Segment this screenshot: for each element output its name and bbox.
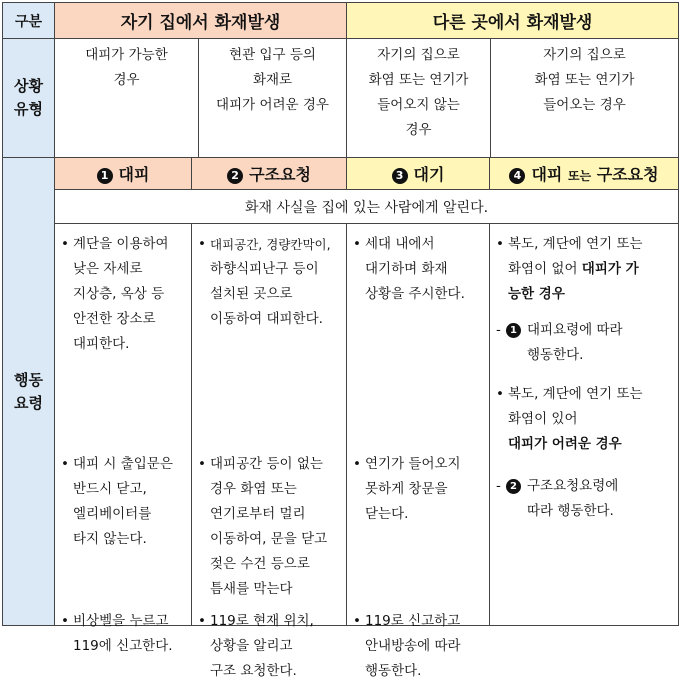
step-line: 이동하여, 문을 닫고 [210, 531, 328, 547]
step-line: 연기가 들어오지 [365, 456, 461, 472]
evacuate-step-1 [61, 232, 169, 357]
bullet-icon: • [353, 613, 361, 629]
header-evacuate [55, 158, 192, 190]
number-3-icon: 3 [392, 168, 408, 184]
situation-label [3, 39, 55, 158]
step-line: 계단을 이용하여 [73, 236, 169, 252]
case-line: 들어오지 않는 [377, 97, 460, 113]
step-line: 상황을 알리고 [210, 638, 293, 654]
situation-case-1 [55, 39, 199, 158]
bullet-icon: • [61, 456, 69, 472]
case-line: 들어오는 경우 [543, 97, 626, 113]
action-label-line: 행동 [14, 370, 43, 389]
bullet-icon: • [496, 386, 504, 402]
header-text: 대피 [118, 165, 150, 184]
conditional-sub-step-1 [496, 318, 623, 368]
group-own-home-header: 자기 집에서 화재발생 [55, 3, 347, 39]
standby-steps [347, 224, 490, 679]
header-rescue-request [192, 158, 347, 190]
number-2-icon: 2 [506, 479, 521, 494]
case-line: 대피가 가능한 [85, 47, 168, 63]
sub-step-line [506, 318, 623, 343]
conditional-step-1 [496, 232, 643, 307]
bullet-icon: • [61, 236, 69, 252]
step-line: 상황을 주시한다. [365, 286, 465, 302]
action-label [3, 158, 55, 626]
step-line: 대피공간 등이 없는 [210, 456, 323, 472]
sub-step-line [506, 474, 618, 499]
situation-case-4 [491, 39, 679, 158]
bullet-icon: • [198, 613, 206, 629]
step-line: 119로 신고하고 [365, 613, 461, 629]
header-evacuate-or-rescue [490, 158, 679, 190]
dash-icon: - [496, 478, 501, 494]
header-text: 구조요청 [591, 165, 659, 184]
step-line: 화염이 있어 [508, 411, 578, 427]
case-line: 대피가 어려운 경우 [216, 97, 329, 113]
case-line: 현관 입구 등의 [229, 47, 316, 63]
step-line: 낮은 자세로 [73, 261, 143, 277]
header-text: 대피 [531, 165, 568, 184]
step-line: 안내방송에 따라 [365, 638, 461, 654]
header-standby [347, 158, 490, 190]
step-line: 지상층, 옥상 등 [73, 286, 165, 302]
situation-label-line: 상황 [14, 77, 43, 95]
step-bold-text: 대피가 가 [581, 261, 639, 277]
action-label-line: 요령 [14, 393, 43, 412]
step-line: 구조 요청한다. [210, 663, 297, 679]
rescue-step-1 [198, 232, 331, 332]
step-bold-line: 대피가 어려운 경우 [508, 436, 622, 452]
action-table [2, 157, 679, 679]
standby-step-2 [353, 452, 461, 527]
header-text: 대기 [413, 165, 445, 184]
step-line: 경우 화염 또는 [210, 481, 297, 497]
sub-step-line: 행동한다. [527, 347, 584, 363]
sub-step-text: 대피요령에 따라 [527, 322, 623, 338]
conditional-step-2 [496, 382, 643, 457]
standby-step-3 [353, 609, 461, 684]
conditional-sub-step-2 [496, 474, 618, 524]
case-line: 자기의 집으로 [543, 47, 626, 63]
bullet-icon: • [496, 236, 504, 252]
evacuate-steps [55, 224, 192, 654]
case-line: 화염 또는 연기가 [534, 72, 635, 88]
situation-case-3 [347, 39, 491, 158]
step-line: 119에 신고한다. [73, 638, 173, 654]
rescue-request-steps [192, 224, 347, 679]
step-line: 복도, 계단에 연기 또는 [508, 236, 643, 252]
group-other-place-header: 다른 곳에서 화재발생 [347, 3, 679, 39]
bullet-icon: • [353, 456, 361, 472]
step-line: 복도, 계단에 연기 또는 [508, 386, 643, 402]
step-bold-line: 능한 경우 [508, 286, 565, 302]
step-line: 하향식피난구 등이 [210, 261, 319, 277]
case-line: 경우 [113, 72, 140, 88]
situation-case-2 [199, 39, 347, 158]
header-text: 구조요청 [249, 165, 311, 184]
rescue-step-3 [198, 609, 314, 684]
step-line: 젖은 수건 등으로 [210, 556, 310, 572]
step-line: 비상벨을 누르고 [73, 613, 169, 629]
sub-step-text: 구조요청요령에 [527, 478, 619, 494]
evacuate-step-3 [61, 609, 173, 659]
step-line: 타지 않는다. [73, 531, 147, 547]
step-line: 대피한다. [73, 336, 130, 352]
number-1-icon: 1 [506, 323, 521, 338]
step-line: 대피공간, 경량칸막이, [210, 237, 331, 252]
step-line-mixed [508, 257, 643, 282]
case-line: 경우 [405, 122, 432, 138]
step-line: 못하게 창문을 [365, 481, 448, 497]
step-text: 화염이 없어 [508, 261, 578, 277]
sub-step-line: 따라 행동한다. [527, 503, 614, 519]
case-line: 화염 또는 연기가 [368, 72, 469, 88]
step-line: 안전한 장소로 [73, 311, 156, 327]
bullet-icon: • [353, 236, 361, 252]
situation-table [2, 2, 679, 158]
common-instruction: 화재 사실을 집에 있는 사람에게 알린다. [55, 190, 679, 224]
category-label: 구분 [3, 3, 55, 39]
rescue-step-2 [198, 452, 327, 602]
step-line: 닫는다. [365, 506, 409, 522]
case-line: 자기의 집으로 [377, 47, 460, 63]
header-text-small: 또는 [567, 169, 592, 183]
number-2-icon: 2 [227, 168, 243, 184]
evacuate-step-2 [61, 452, 173, 552]
step-line: 엘리베이터를 [73, 506, 152, 522]
step-line: 대기하며 화재 [365, 261, 448, 277]
standby-step-1 [353, 232, 465, 307]
situation-label-line: 유형 [14, 100, 43, 118]
number-1-icon: 1 [97, 168, 113, 184]
case-line: 화재로 [252, 72, 293, 88]
bullet-icon: • [61, 613, 69, 629]
bullet-icon: • [198, 236, 206, 252]
step-line: 반드시 닫고, [73, 481, 147, 497]
evacuate-or-rescue-steps [490, 224, 679, 626]
step-line: 대피 시 출입문은 [73, 456, 173, 472]
step-line: 행동한다. [365, 663, 422, 679]
bullet-icon: • [198, 456, 206, 472]
step-line: 연기로부터 멀리 [210, 506, 306, 522]
number-4-icon: 4 [509, 168, 525, 184]
step-line: 세대 내에서 [365, 236, 435, 252]
step-line: 설치된 곳으로 [210, 286, 293, 302]
step-line: 이동하여 대피한다. [210, 311, 323, 327]
step-line: 119로 현재 위치, [210, 613, 314, 629]
step-line: 틈새를 막는다 [210, 581, 293, 597]
dash-icon: - [496, 322, 501, 338]
